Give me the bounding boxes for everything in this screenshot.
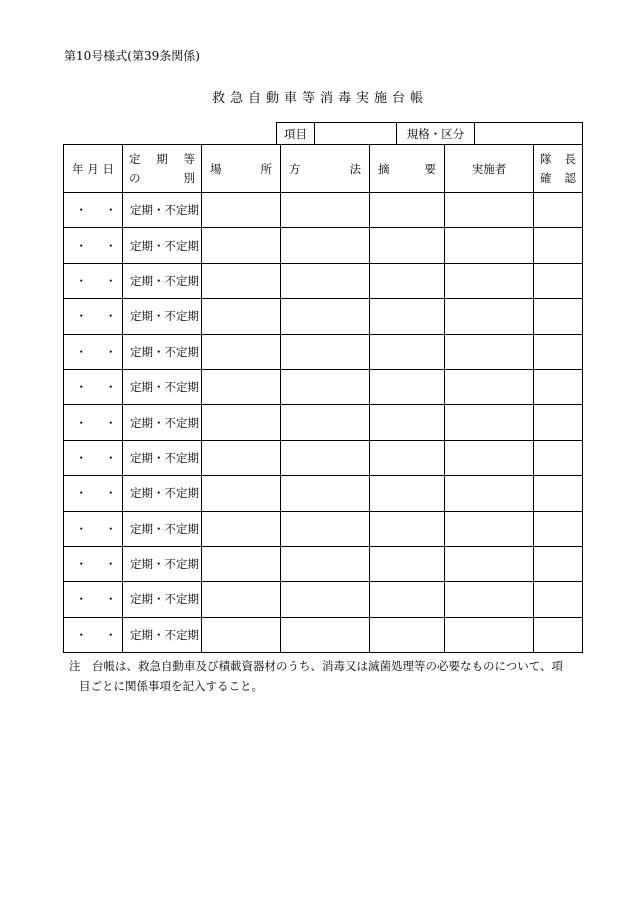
- operator-cell[interactable]: [445, 440, 534, 475]
- operator-cell[interactable]: [445, 476, 534, 511]
- date-dot: ・: [105, 415, 117, 430]
- header-place: 場 所: [202, 145, 281, 193]
- place-cell[interactable]: [202, 511, 281, 546]
- table-header-row: [64, 145, 583, 193]
- type-cell[interactable]: 定期・不定期: [123, 476, 202, 511]
- chief-confirm-cell[interactable]: [534, 263, 583, 298]
- chief-confirm-cell[interactable]: [534, 511, 583, 546]
- place-cell[interactable]: [202, 193, 281, 228]
- method-cell[interactable]: [281, 369, 370, 404]
- type-cell[interactable]: 定期・不定期: [123, 228, 202, 263]
- type-cell[interactable]: 定期・不定期: [123, 334, 202, 369]
- item-label: 項目: [277, 123, 315, 145]
- method-cell[interactable]: [281, 193, 370, 228]
- chief-confirm-cell[interactable]: [534, 476, 583, 511]
- summary-cell[interactable]: [370, 369, 445, 404]
- chief-confirm-cell[interactable]: [534, 405, 583, 440]
- place-cell[interactable]: [202, 369, 281, 404]
- table-row: [64, 299, 583, 334]
- date-dot: ・: [75, 203, 87, 218]
- method-cell[interactable]: [281, 334, 370, 369]
- chief-confirm-cell[interactable]: [534, 369, 583, 404]
- method-cell[interactable]: [281, 299, 370, 334]
- summary-cell[interactable]: [370, 617, 445, 652]
- item-field[interactable]: [315, 123, 397, 145]
- summary-cell[interactable]: [370, 299, 445, 334]
- summary-cell[interactable]: [370, 546, 445, 581]
- date-dot: ・: [75, 415, 87, 430]
- date-cell[interactable]: [64, 617, 123, 652]
- log-rows: [64, 193, 583, 653]
- operator-cell[interactable]: [445, 228, 534, 263]
- chief-confirm-cell[interactable]: [534, 193, 583, 228]
- date-dot: ・: [105, 592, 117, 607]
- place-cell[interactable]: [202, 476, 281, 511]
- date-dot: ・: [75, 309, 87, 324]
- place-cell[interactable]: [202, 582, 281, 617]
- date-cell[interactable]: [64, 334, 123, 369]
- date-dot: ・: [105, 521, 117, 536]
- date-cell[interactable]: [64, 511, 123, 546]
- operator-cell[interactable]: [445, 546, 534, 581]
- chief-confirm-cell[interactable]: [534, 546, 583, 581]
- place-cell[interactable]: [202, 546, 281, 581]
- chief-confirm-cell[interactable]: [534, 299, 583, 334]
- type-cell[interactable]: 定期・不定期: [123, 582, 202, 617]
- header-date: 年 月 日: [64, 145, 123, 193]
- date-dot: ・: [75, 486, 87, 501]
- summary-cell[interactable]: [370, 193, 445, 228]
- place-cell[interactable]: [202, 263, 281, 298]
- method-cell[interactable]: [281, 546, 370, 581]
- chief-confirm-cell[interactable]: [534, 440, 583, 475]
- date-dot: ・: [75, 627, 87, 642]
- date-cell[interactable]: [64, 228, 123, 263]
- type-cell[interactable]: 定期・不定期: [123, 193, 202, 228]
- date-cell[interactable]: [64, 299, 123, 334]
- item-spec-table: [276, 122, 583, 145]
- table-row: [64, 582, 583, 617]
- method-cell[interactable]: [281, 228, 370, 263]
- method-cell[interactable]: [281, 582, 370, 617]
- type-cell[interactable]: 定期・不定期: [123, 405, 202, 440]
- disinfection-log-table: [63, 144, 583, 653]
- date-cell[interactable]: [64, 582, 123, 617]
- header-chief-confirm: 隊 長 確 認: [534, 145, 583, 193]
- date-dot: ・: [75, 344, 87, 359]
- table-row: [64, 617, 583, 652]
- table-row: [64, 369, 583, 404]
- date-dot: ・: [105, 203, 117, 218]
- footnote-line-1: 注 台帳は、救急自動車及び積載資器材のうち、消毒又は滅菌処理等の必要なものについて、項: [69, 659, 564, 673]
- date-dot: ・: [105, 238, 117, 253]
- place-cell[interactable]: [202, 299, 281, 334]
- header-summary: 摘 要: [370, 145, 445, 193]
- table-row: [64, 440, 583, 475]
- table-row: [64, 263, 583, 298]
- date-dot: ・: [105, 344, 117, 359]
- operator-cell[interactable]: [445, 369, 534, 404]
- type-cell[interactable]: 定期・不定期: [123, 263, 202, 298]
- date-cell[interactable]: [64, 193, 123, 228]
- operator-cell[interactable]: [445, 299, 534, 334]
- operator-cell[interactable]: [445, 511, 534, 546]
- footnote-line-2: 目ごとに関係事項を記入すること。: [79, 679, 263, 693]
- spec-field[interactable]: [475, 123, 583, 145]
- document-title: 救急自動車等消毒実施台帳: [211, 91, 428, 106]
- header-operator: 実施者: [445, 145, 534, 193]
- summary-cell[interactable]: [370, 476, 445, 511]
- table-row: [64, 511, 583, 546]
- date-dot: ・: [75, 380, 87, 395]
- date-cell[interactable]: [64, 369, 123, 404]
- date-dot: ・: [75, 592, 87, 607]
- date-cell[interactable]: [64, 405, 123, 440]
- operator-cell[interactable]: [445, 193, 534, 228]
- date-dot: ・: [105, 273, 117, 288]
- method-cell[interactable]: [281, 440, 370, 475]
- place-cell[interactable]: [202, 440, 281, 475]
- summary-cell[interactable]: [370, 228, 445, 263]
- operator-cell[interactable]: [445, 405, 534, 440]
- table-row: [64, 193, 583, 228]
- summary-cell[interactable]: [370, 334, 445, 369]
- footnote: [69, 656, 589, 696]
- table-row: [64, 228, 583, 263]
- type-cell[interactable]: 定期・不定期: [123, 299, 202, 334]
- method-cell[interactable]: [281, 617, 370, 652]
- operator-cell[interactable]: [445, 334, 534, 369]
- spec-label: 規格・区分: [397, 123, 475, 145]
- method-cell[interactable]: [281, 511, 370, 546]
- place-cell[interactable]: [202, 617, 281, 652]
- date-cell[interactable]: [64, 546, 123, 581]
- place-cell[interactable]: [202, 334, 281, 369]
- date-cell[interactable]: [64, 263, 123, 298]
- summary-cell[interactable]: [370, 582, 445, 617]
- header-type: 定 期 等 の 別: [123, 145, 202, 193]
- date-dot: ・: [75, 238, 87, 253]
- date-dot: ・: [75, 273, 87, 288]
- operator-cell[interactable]: [445, 582, 534, 617]
- type-cell[interactable]: 定期・不定期: [123, 440, 202, 475]
- type-cell[interactable]: 定期・不定期: [123, 511, 202, 546]
- chief-confirm-cell[interactable]: [534, 617, 583, 652]
- operator-cell[interactable]: [445, 263, 534, 298]
- summary-cell[interactable]: [370, 440, 445, 475]
- type-cell[interactable]: 定期・不定期: [123, 369, 202, 404]
- place-cell[interactable]: [202, 228, 281, 263]
- summary-cell[interactable]: [370, 511, 445, 546]
- chief-confirm-cell[interactable]: [534, 582, 583, 617]
- summary-cell[interactable]: [370, 405, 445, 440]
- date-dot: ・: [75, 557, 87, 572]
- method-cell[interactable]: [281, 476, 370, 511]
- table-row: [64, 476, 583, 511]
- date-dot: ・: [105, 627, 117, 642]
- table-row: [64, 546, 583, 581]
- operator-cell[interactable]: [445, 617, 534, 652]
- date-dot: ・: [75, 521, 87, 536]
- method-cell[interactable]: [281, 405, 370, 440]
- date-cell[interactable]: [64, 440, 123, 475]
- type-cell[interactable]: 定期・不定期: [123, 617, 202, 652]
- type-cell[interactable]: 定期・不定期: [123, 546, 202, 581]
- date-cell[interactable]: [64, 476, 123, 511]
- table-row: [64, 405, 583, 440]
- chief-confirm-cell[interactable]: [534, 228, 583, 263]
- date-dot: ・: [105, 557, 117, 572]
- date-dot: ・: [75, 450, 87, 465]
- chief-confirm-cell[interactable]: [534, 334, 583, 369]
- form-number: 第10号様式(第39条関係): [64, 49, 200, 63]
- date-dot: ・: [105, 309, 117, 324]
- header-method: 方 法: [281, 145, 370, 193]
- table-row: [64, 334, 583, 369]
- place-cell[interactable]: [202, 405, 281, 440]
- method-cell[interactable]: [281, 263, 370, 298]
- date-dot: ・: [105, 486, 117, 501]
- date-dot: ・: [105, 380, 117, 395]
- date-dot: ・: [105, 450, 117, 465]
- summary-cell[interactable]: [370, 263, 445, 298]
